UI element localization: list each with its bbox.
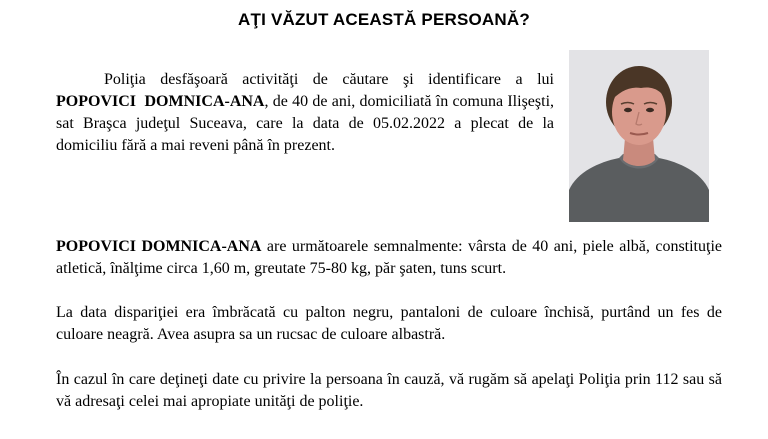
person-name-description: POPOVICI DOMNICA-ANA	[56, 238, 262, 255]
intro-text: Poliţia desfăşoară activităţi de căutare şi identificare a lui	[104, 71, 554, 88]
person-photo-icon	[569, 50, 709, 222]
clothing-paragraph: La data dispariţiei era îmbrăcată cu palton negru, pantaloni de culoare închisă, purtând un fes de culoare neagră. Avea asupra sa un rucsac de culoare albastră.	[56, 304, 722, 343]
description-paragraph	[56, 236, 722, 280]
description-text: are următoarele semnalmente: vârsta de 40 ani, piele albă, constituţie atletică, înălţime circa 1,60 m, greutate 75-80 kg, păr şaten, tuns scurt.	[56, 238, 722, 277]
person-photo	[569, 50, 709, 222]
search-paragraph	[56, 69, 554, 157]
person-name: POPOVICI DOMNICA-ANA	[56, 93, 265, 110]
notice-title: AŢI VĂZUT ACEASTĂ PERSOANĂ?	[238, 10, 530, 29]
contact-paragraph: În cazul în care deţineţi date cu privire la persoana în cauză, vă rugăm să apelaţi Poliţia prin 112 sau să vă adresaţi celei mai apropiate unităţi de poliţie.	[56, 371, 722, 410]
person-details-text: , de 40 de ani, domiciliată în comuna Ilişeşti, sat Braşca judeţul Suceava, care la data de 05.02.2022 a plecat de la domiciliu fără a mai reveni până în prezent.	[56, 93, 555, 154]
